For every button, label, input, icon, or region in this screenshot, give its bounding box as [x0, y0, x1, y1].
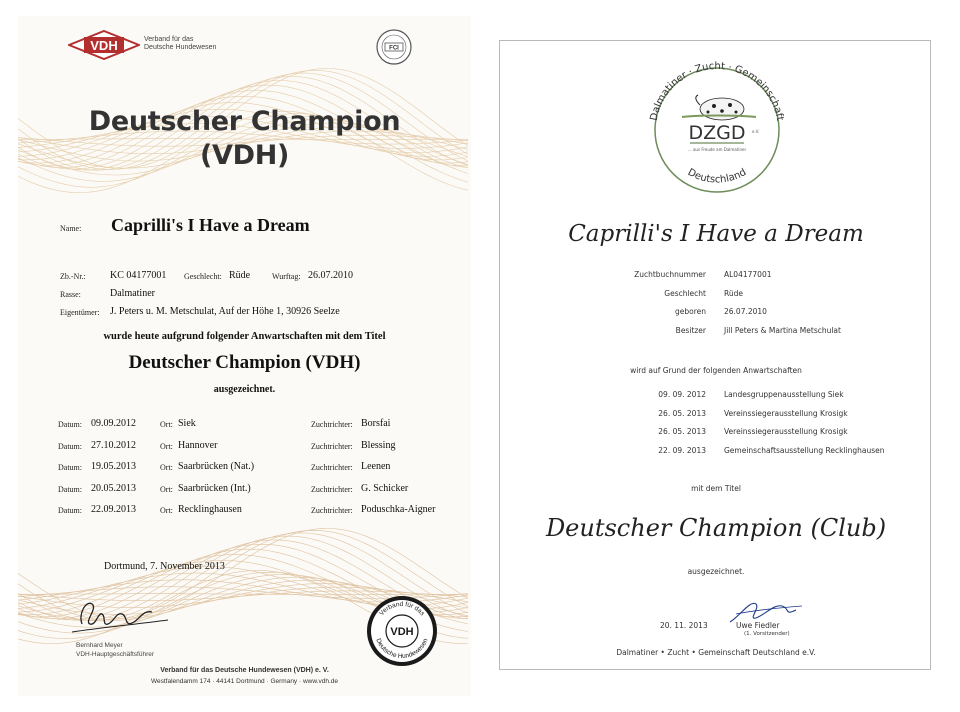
award-intro: wurde heute aufgrund folgender Anwartschaften mit dem Titel — [103, 331, 386, 342]
svg-text:Dalmatiner · Zucht · Gemeinsch: Dalmatiner · Zucht · Gemeinschaft — [648, 60, 786, 122]
qualification-show: Vereinssiegerausstellung Krosigk — [724, 427, 848, 436]
judge-label: Zuchtrichter: — [311, 463, 353, 472]
place-value: Hannover — [178, 439, 218, 451]
place-value: Saarbrücken (Nat.) — [178, 461, 255, 472]
awarded-text: ausgezeichnet. — [687, 567, 745, 576]
qualification-show: Vereinssiegerausstellung Krosigk — [724, 408, 848, 418]
sex-value: Rüde — [229, 270, 251, 281]
title-line-1: Deutscher Champion — [88, 106, 401, 137]
detail-label: Zuchtbuchnummer — [634, 270, 706, 279]
qualification-date: 26. 05. 2013 — [658, 427, 706, 436]
judge-value: Poduschka-Aigner — [361, 504, 436, 515]
breed-value: Dalmatiner — [110, 288, 155, 299]
svg-text:VDH: VDH — [90, 38, 118, 53]
name-label: Name: — [60, 224, 82, 233]
svg-text:Deutsche Hundewesen: Deutsche Hundewesen — [374, 637, 430, 661]
place-value: Recklinghausen — [178, 504, 242, 515]
date-label: Datum: — [58, 484, 82, 494]
detail-label: Besitzer — [675, 325, 706, 335]
qualification-row — [58, 418, 458, 432]
detail-label: geboren — [674, 307, 706, 316]
award-title: Deutscher Champion (Club) — [545, 514, 887, 542]
qualification-row — [58, 504, 458, 518]
judge-value: Borsfai — [361, 418, 391, 429]
org-line-1: Verband für das — [144, 36, 194, 43]
judge-label: Zuchtrichter: — [311, 484, 353, 494]
qualification-row — [58, 461, 458, 475]
detail-value: Jill Peters & Martina Metschulat — [724, 325, 841, 335]
owner-label: Eigentümer: — [60, 308, 100, 317]
qualification-show: Landesgruppenausstellung Siek — [724, 390, 844, 399]
detail-value: Rüde — [724, 288, 744, 298]
whelped-value: 26.07.2010 — [308, 270, 353, 281]
date-label: Datum: — [58, 463, 82, 472]
issue-place-date: Dortmund, 7. November 2013 — [104, 561, 225, 572]
sign-date: 20. 11. 2013 — [660, 621, 708, 630]
place-value: Siek — [178, 418, 196, 429]
dog-name: Caprilli's I Have a Dream — [568, 221, 864, 247]
detail-value: AL04177001 — [724, 270, 772, 279]
signer-role: (1. Vorsitzender) — [744, 631, 790, 637]
svg-text:Verband für das: Verband für das — [378, 600, 426, 618]
qualification-date: 26. 05. 2013 — [658, 408, 706, 418]
place-label: Ort: — [160, 441, 173, 451]
judge-value: G. Schicker — [361, 482, 409, 494]
owner-value: J. Peters u. M. Metschulat, Auf der Höhe 1, 30926 Seelze — [110, 306, 340, 317]
place-label: Ort: — [160, 484, 173, 494]
dzgd-seal — [638, 51, 796, 209]
dog-name: Caprilli's I Have a Dream — [111, 215, 310, 235]
date-label: Datum: — [58, 506, 82, 515]
place-value: Saarbrücken (Int.) — [178, 482, 251, 494]
judge-value: Leenen — [361, 461, 391, 472]
judge-label: Zuchtrichter: — [311, 420, 353, 429]
judge-value: Blessing — [361, 439, 396, 451]
date-value: 22.09.2013 — [91, 504, 136, 515]
zb-value: KC 04177001 — [110, 270, 167, 281]
title-line-2: (VDH) — [199, 140, 290, 171]
signature-bernhard-meyer — [68, 594, 178, 636]
signer-name: Uwe Fiedler — [736, 621, 780, 630]
date-value: 27.10.2012 — [91, 439, 136, 451]
date-value: 09.09.2012 — [91, 418, 136, 429]
dzgd-certificate — [499, 40, 931, 670]
org-line-2: Deutsche Hundewesen — [144, 44, 217, 51]
award-intro: wird auf Grund der folgenden Anwartschaften — [630, 366, 802, 375]
breed-label: Rasse: — [60, 290, 81, 299]
svg-text:DZGD: DZGD — [688, 122, 746, 144]
footer-org: Dalmatiner • Zucht • Gemeinschaft Deutschland e.V. — [616, 648, 816, 657]
place-label: Ort: — [160, 506, 173, 515]
with-title-text: mit dem Titel — [691, 484, 741, 493]
date-value: 20.05.2013 — [91, 482, 136, 494]
award-title: Deutscher Champion (VDH) — [128, 352, 361, 373]
qualification-row — [58, 483, 458, 497]
svg-text:FCI: FCI — [389, 45, 399, 52]
zb-label: Zb.-Nr.: — [60, 272, 86, 281]
qualification-show: Gemeinschaftsausstellung Recklinghausen — [724, 445, 885, 455]
signer-role: VDH-Hauptgeschäftsführer — [76, 651, 155, 658]
vdh-certificate — [18, 16, 471, 696]
awarded-text: ausgezeichnet. — [213, 384, 276, 395]
whelped-label: Wurftag: — [272, 272, 301, 281]
place-label: Ort: — [160, 420, 173, 429]
footer-org: Verband für das Deutsche Hundewesen (VDH) e. V. — [160, 667, 329, 674]
sex-label: Geschlecht: — [184, 272, 222, 281]
date-value: 19.05.2013 — [91, 461, 136, 472]
detail-value: 26.07.2010 — [724, 307, 767, 316]
svg-text:... aus Freude am Dalmatiner: ... aus Freude am Dalmatiner — [687, 147, 747, 152]
signer-name: Bernhard Meyer — [76, 642, 123, 649]
qualification-row — [58, 440, 458, 454]
judge-label: Zuchtrichter: — [311, 506, 353, 515]
qualification-date: 09. 09. 2012 — [658, 390, 706, 399]
date-label: Datum: — [58, 420, 82, 429]
vdh-org-name — [144, 36, 216, 52]
qualification-date: 22. 09. 2013 — [658, 445, 706, 455]
fci-logo — [375, 28, 413, 66]
detail-label: Geschlecht — [664, 288, 706, 298]
vdh-logo — [68, 30, 140, 60]
footer-address: Westfalendamm 174 · 44141 Dortmund · Germany · www.vdh.de — [150, 678, 339, 685]
svg-text:VDH: VDH — [390, 626, 414, 638]
judge-label: Zuchtrichter: — [311, 441, 353, 451]
date-label: Datum: — [58, 441, 82, 451]
vdh-seal — [365, 594, 439, 668]
svg-text:Deutschland: Deutschland — [685, 166, 749, 186]
place-label: Ort: — [160, 463, 173, 472]
svg-text:e.V.: e.V. — [752, 129, 760, 134]
